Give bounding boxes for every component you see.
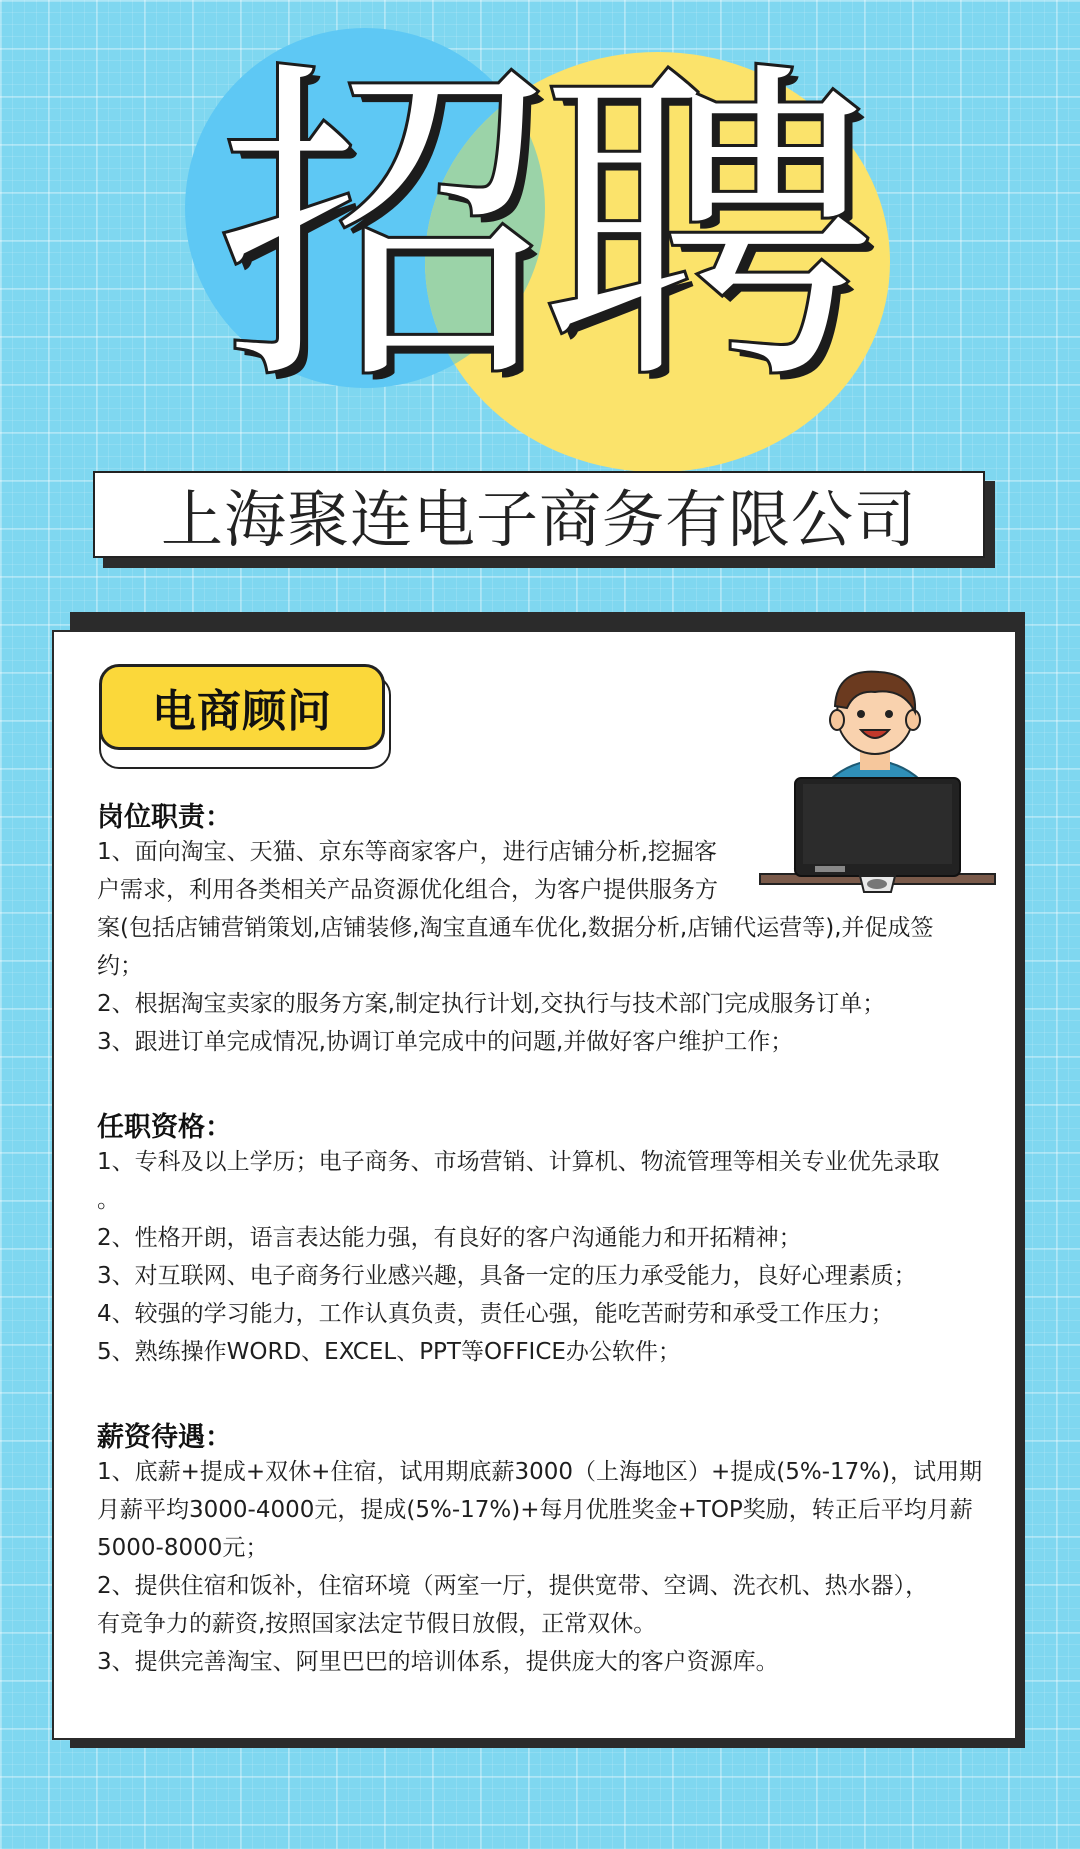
man-at-computer-icon xyxy=(755,668,1000,900)
company-name: 上海聚连电子商务有限公司 xyxy=(160,483,917,556)
company-banner xyxy=(93,471,985,558)
benefits-item: 2、提供住宿和饭补，住宿环境（两室一厅，提供宽带、空调、洗衣机、热水器）， xyxy=(97,1573,929,1599)
benefits-title: 薪资待遇： xyxy=(97,1422,232,1453)
benefits-item: 有竞争力的薪资,按照国家法定节假日放假，正常双休。 xyxy=(97,1611,657,1637)
duties-item: 3、跟进订单完成情况,协调订单完成中的问题,并做好客户维护工作； xyxy=(97,1029,794,1055)
requirements-item: 3、对互联网、电子商务行业感兴趣，具备一定的压力承受能力，良好心理素质； xyxy=(97,1263,917,1289)
requirements-item: 1、专科及以上学历；电子商务、市场营销、计算机、物流管理等相关专业优先录取 xyxy=(97,1149,940,1175)
position-label: 电商顾问 xyxy=(152,686,332,737)
duties-item: 1、面向淘宝、天猫、京东等商家客户，进行店铺分析,挖掘客 xyxy=(97,839,717,865)
duties-item: 户需求，利用各类相关产品资源优化组合，为客户提供服务方 xyxy=(97,877,718,903)
position-badge xyxy=(99,664,385,750)
benefits-item: 月薪平均3000-4000元，提成(5%-17%)+每月优胜奖金+TOP奖励，转正后平均月薪 xyxy=(97,1497,973,1523)
benefits-item: 5000-8000元； xyxy=(97,1535,269,1561)
benefits-item: 1、底薪+提成+双休+住宿，试用期底薪3000（上海地区）+提成(5%-17%)，试用期 xyxy=(97,1459,983,1485)
requirements-title: 任职资格： xyxy=(97,1112,232,1143)
hero-title: 招聘 xyxy=(217,35,863,425)
benefits-item: 3、提供完善淘宝、阿里巴巴的培训体系，提供庞大的客户资源库。 xyxy=(97,1649,779,1675)
requirements-item: 5、熟练操作WORD、EXCEL、PPT等OFFICE办公软件； xyxy=(97,1339,681,1365)
requirements-item: 4、较强的学习能力，工作认真负责，责任心强，能吃苦耐劳和承受工作压力； xyxy=(97,1301,894,1327)
requirements-item: 2、性格开朗，语言表达能力强，有良好的客户沟通能力和开拓精神； xyxy=(97,1225,802,1251)
duties-item: 2、根据淘宝卖家的服务方案,制定执行计划,交执行与技术部门完成服务订单； xyxy=(97,991,886,1017)
duties-title: 岗位职责： xyxy=(97,802,232,833)
duties-item: 案(包括店铺营销策划,店铺装修,淘宝直通车优化,数据分析,店铺代运营等),并促成签 xyxy=(97,915,934,941)
requirements-item: 。 xyxy=(97,1187,120,1213)
duties-item: 约； xyxy=(97,953,143,979)
